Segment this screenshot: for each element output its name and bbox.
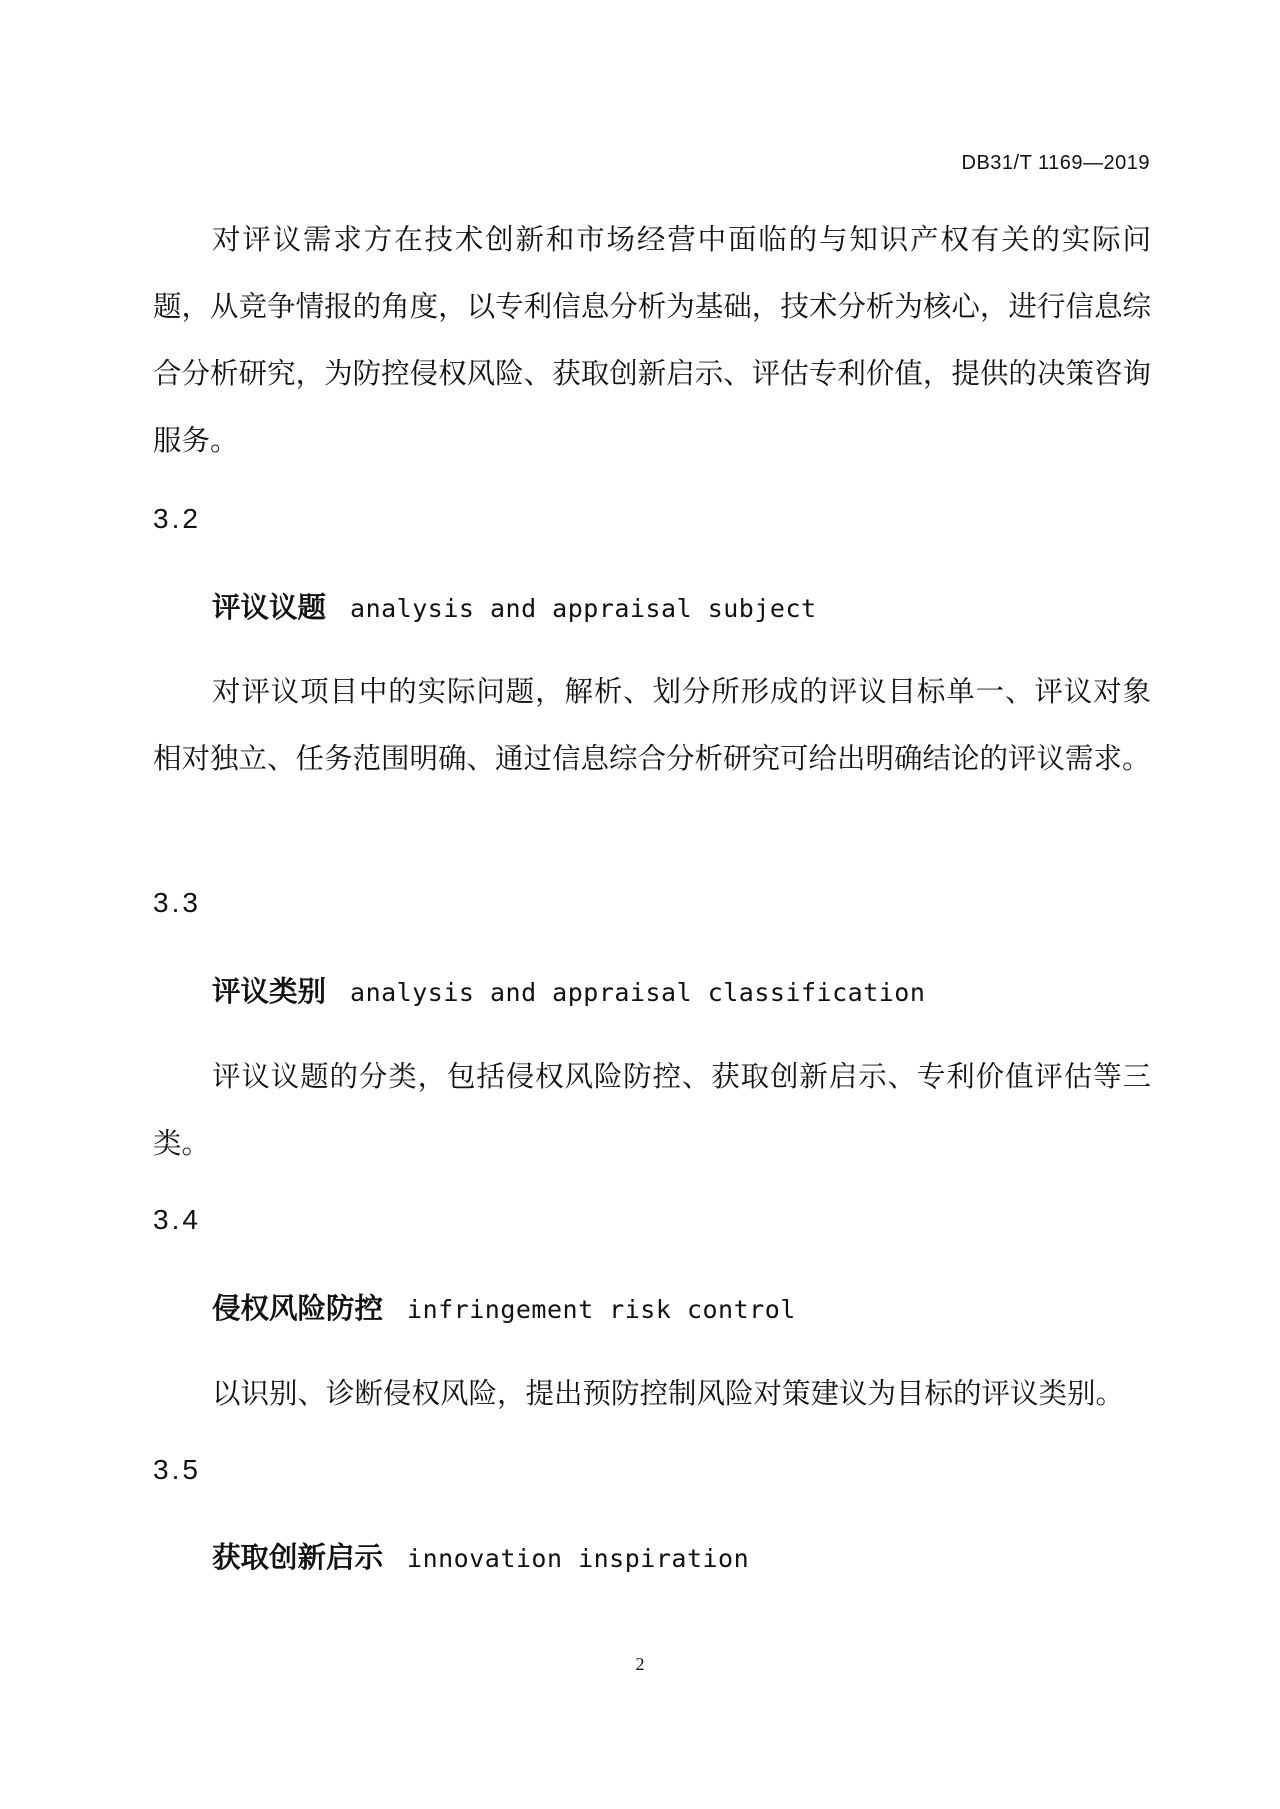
term-en: analysis and appraisal classification <box>350 978 926 1007</box>
clause-number-3-5: 3.5 <box>153 1454 201 1485</box>
term-zh: 获取创新启示 <box>212 1541 384 1574</box>
clause-number-3-2: 3.2 <box>153 503 201 534</box>
term-heading-3-5 <box>212 1535 749 1576</box>
term-en: infringement risk control <box>407 1295 796 1324</box>
term-heading-3-2 <box>212 585 817 626</box>
definition-3-3: 评议议题的分类，包括侵权风险防控、获取创新启示、专利价值评估等三类。 <box>153 1060 1151 1160</box>
standard-code: DB31/T 1169—2019 <box>961 152 1150 174</box>
definition-3-2: 对评议项目中的实际问题，解析、划分所形成的评议目标单一、评议对象相对独立、任务范围明确、通过信息综合分析研究可给出明确结论的评议需求。 <box>153 675 1151 775</box>
term-heading-3-3 <box>212 969 925 1010</box>
term-heading-3-4 <box>212 1286 796 1327</box>
term-en: innovation inspiration <box>407 1544 750 1573</box>
clause-number-3-3: 3.3 <box>153 887 201 918</box>
term-zh: 侵权风险防控 <box>212 1292 384 1325</box>
page-number: 2 <box>635 1654 645 1674</box>
definition-3-4: 以识别、诊断侵权风险，提出预防控制风险对策建议为目标的评议类别。 <box>212 1377 1125 1410</box>
term-zh: 评议类别 <box>212 975 327 1008</box>
clause-number-3-4: 3.4 <box>153 1204 201 1235</box>
term-en: analysis and appraisal subject <box>350 594 817 623</box>
intro-paragraph: 对评议需求方在技术创新和市场经营中面临的与知识产权有关的实际问题，从竞争情报的角度，以专利信息分析为基础，技术分析为核心，进行信息综合分析研究，为防控侵权风险、获取创新启示、评估专利价值，提供的决策咨询服务。 <box>153 223 1151 457</box>
term-zh: 评议议题 <box>212 591 327 624</box>
